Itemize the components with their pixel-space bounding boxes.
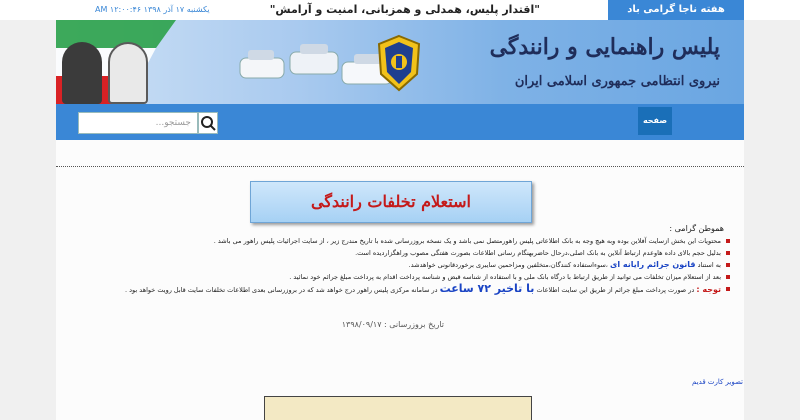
notice-item: بدلیل حجم بالای داده هاوعدم ارتباط آنلاین به بانک اصلی،درحال حاضربهنگام رسانی اطلاعات بصورت هفتگی مصوب وراهگزاردیده است. (150, 247, 730, 259)
nav-bar (56, 104, 744, 140)
notice-item: توجه : در صورت پرداخت مبلغ جرائم از طریق این سایت اطلاعات با تاخیر ۷۲ ساعت در سامانه مرکزی پلیس راهور درج خواهد شد که در بروزرسانی بعدی اطلاعات تخلفات سایت قابل رویت خواهد بود . (150, 283, 730, 295)
week-label: هفته ناجا گرامی باد (608, 0, 744, 20)
portrait-2 (108, 42, 148, 104)
old-card-image-link[interactable]: تصویر کارت قدیم (692, 378, 743, 386)
notice-item: محتویات این بخش ازسایت آفلاین بوده وبه هیچ وجه به بانک اطلاعاتی پلیس راهورمتصل نمی باشد و یک نسخه بروزرسانی شده با تاریخ مندرج زیر ، از سایت اجرائیات پلیس راهور می باشد . (150, 235, 730, 247)
old-card-image (264, 396, 532, 420)
banner-title: پلیس راهنمایی و رانندگی (489, 34, 720, 60)
page-headline: استعلام تخلفات رانندگی (250, 181, 532, 223)
banner-subtitle: نیروی انتظامی جمهوری اسلامی ایران (514, 74, 720, 89)
computer-crimes-law-link[interactable]: قانون جرائم رایانه ای (610, 260, 696, 269)
greeting: هموطن گرامی : (669, 224, 724, 233)
search-icon (199, 113, 217, 133)
top-bar (0, 0, 800, 20)
home-button[interactable]: صفحه (638, 107, 672, 135)
header-banner (56, 20, 744, 104)
notice-list (125, 235, 730, 295)
main-content (56, 140, 744, 420)
motto-text: "اقتدار پلیس، همدلی و همزبانی، امنیت و آرامش" (269, 3, 540, 16)
update-date: تاریخ بروزرسانی : ۱۳۹۸/۰۹/۱۷ (341, 320, 444, 329)
notice-item: بعد از استعلام میزان تخلفات می توانید از طریق ارتباط با درگاه بانک ملی و با استفاده از شناسه قبض و شناسه پرداخت اقدام به پرداخت مبلغ جرائم خود نمائید . (150, 271, 730, 283)
traffic-police-badge-icon (376, 34, 422, 92)
search-button[interactable] (198, 112, 218, 134)
datetime: یکشنبه ۱۷ آذر ۱۳۹۸ ۱۲:۰۰:۴۶ AM (95, 5, 210, 14)
notice-item: به استناد قانون جرائم رایانه ای ،سوءاستفاده کنندگان،متخلفین ومزاحمین سایبری برخوردقانونی خواهدشد. (150, 259, 730, 271)
portrait-1 (62, 42, 102, 104)
attention-label: توجه : (696, 285, 721, 294)
police-cars-graphic (236, 28, 396, 98)
divider (56, 166, 744, 167)
search-input[interactable]: جستجو... (78, 112, 198, 134)
delay-note: با تاخیر ۷۲ ساعت (439, 282, 535, 295)
